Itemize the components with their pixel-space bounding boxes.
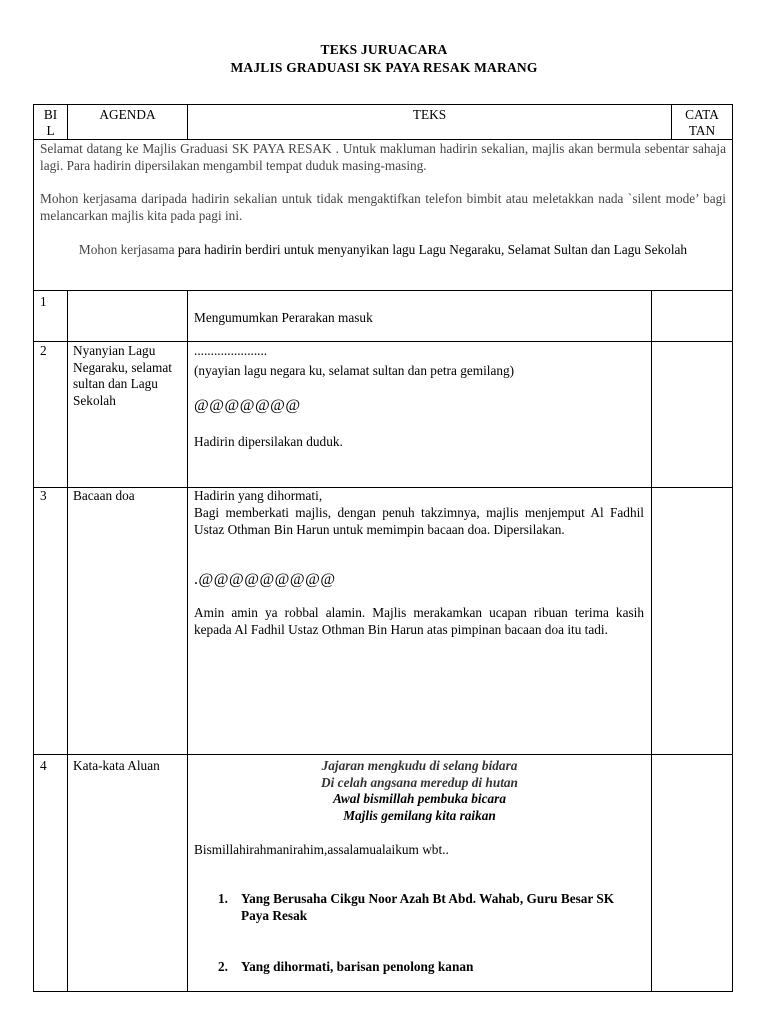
table-border-top: [33, 104, 733, 105]
row-3-agenda: Bacaan doa: [73, 488, 135, 503]
list-item: [194, 959, 624, 976]
row-2-dots: ......................: [194, 343, 268, 358]
poem-line: Awal bismillah pembuka bicara: [332, 791, 506, 806]
row-2-line-1: (nyayian lagu negara ku, selamat sultan dan petra gemilang): [194, 363, 515, 378]
header-teks: TEKS: [412, 107, 447, 122]
header-agenda: AGENDA: [99, 107, 156, 122]
row-2-ats: @@@@@@@: [194, 397, 301, 414]
row-4-greeting: Bismillahirahmanirahim,assalamualaikum wbt..: [194, 842, 449, 857]
intro-paragraph-3: [40, 242, 726, 259]
row-3-ats: .@@@@@@@@@: [194, 571, 336, 588]
header-catatan: [672, 107, 732, 140]
list-item-number: 1.: [218, 891, 228, 906]
intro-paragraph-1: Selamat datang ke Majlis Graduasi SK PAYA RESAK . Untuk makluman hadirin sekalian, majlis akan bermula sebentar sahaja lagi. Para hadirin dipersilakan mengambil tempat duduk masing-masing.: [40, 141, 726, 173]
row-4-list-2: [194, 959, 624, 976]
row-2-agenda: Nyanyian Lagu Negaraku, selamat sultan dan Lagu Sekolah: [73, 343, 172, 408]
body-col-divider: [67, 290, 68, 991]
row-3-line-1: Hadirin yang dihormati,: [194, 488, 323, 503]
intro-paragraph-2: Mohon kerjasama daripada hadirin sekalian untuk tidak mengaktifkan telefon bimbit atau meletakkan nada `silent mode’ bagi melancarkan majlis kita pada pagi ini.: [40, 191, 726, 223]
header-catatan-text: CATATAN: [685, 107, 719, 138]
list-item-number: 2.: [218, 959, 228, 974]
row-3-bil: 3: [40, 488, 47, 503]
poem-line: Jajaran mengkudu di selang bidara: [321, 758, 518, 773]
table-border-bottom: [33, 991, 733, 992]
poem-line: Di celah angsana meredup di hutan: [321, 774, 518, 790]
row-4-bil: 4: [40, 758, 47, 773]
row-1-bil: 1: [40, 294, 47, 309]
header-bil: [34, 107, 67, 140]
header-bil-text: BIL: [43, 107, 58, 138]
row-3-paragraph-2: Amin amin ya robbal alamin. Majlis merakamkan ucapan ribuan terima kasih kepada Al Fadhil Ustaz Othman Bin Harun atas pimpinan bacaan doa itu tadi.: [194, 605, 644, 637]
body-col-divider: [651, 290, 652, 991]
row-3-paragraph-1: Bagi memberkati majlis, dengan penuh takzimnya, majlis menjemput Al Fadhil Ustaz Othman Bin Harun untuk memimpin bacaan doa. Dipersilakan.: [194, 505, 644, 537]
header-row-divider: [33, 139, 733, 140]
document-title: TEKS JURUACARA: [320, 42, 448, 57]
list-item: [194, 891, 624, 924]
document-subtitle: MAJLIS GRADUASI SK PAYA RESAK MARANG: [230, 60, 538, 75]
row-4-list: [194, 891, 624, 924]
row-2-line-2: Hadirin dipersilakan duduk.: [194, 434, 343, 449]
intro-paragraph-3-rest: para hadirin berdiri untuk menyanyikan lagu Lagu Negaraku, Selamat Sultan dan Lagu Sekolah: [177, 242, 688, 257]
poem-line: Majlis gemilang kita raikan: [343, 807, 496, 823]
row-4-agenda: Kata-kata Aluan: [73, 758, 160, 773]
row1-divider: [33, 341, 733, 342]
row-1-text: Mengumumkan Perarakan masuk: [194, 310, 373, 325]
row3-divider: [33, 754, 733, 755]
table-border-left: [33, 104, 34, 992]
list-item-text: Yang dihormati, barisan penolong kanan: [241, 959, 474, 974]
table-border-right: [732, 104, 733, 992]
intro-paragraph-3-prefix: Mohon kerjasama: [78, 242, 178, 257]
body-col-divider: [187, 290, 188, 991]
list-item-text: Yang Berusaha Cikgu Noor Azah Bt Abd. Wahab, Guru Besar SK Paya Resak: [241, 891, 615, 923]
row-4-poem: [188, 758, 651, 824]
row-2-bil: 2: [40, 343, 47, 358]
intro-row-divider: [33, 290, 733, 291]
